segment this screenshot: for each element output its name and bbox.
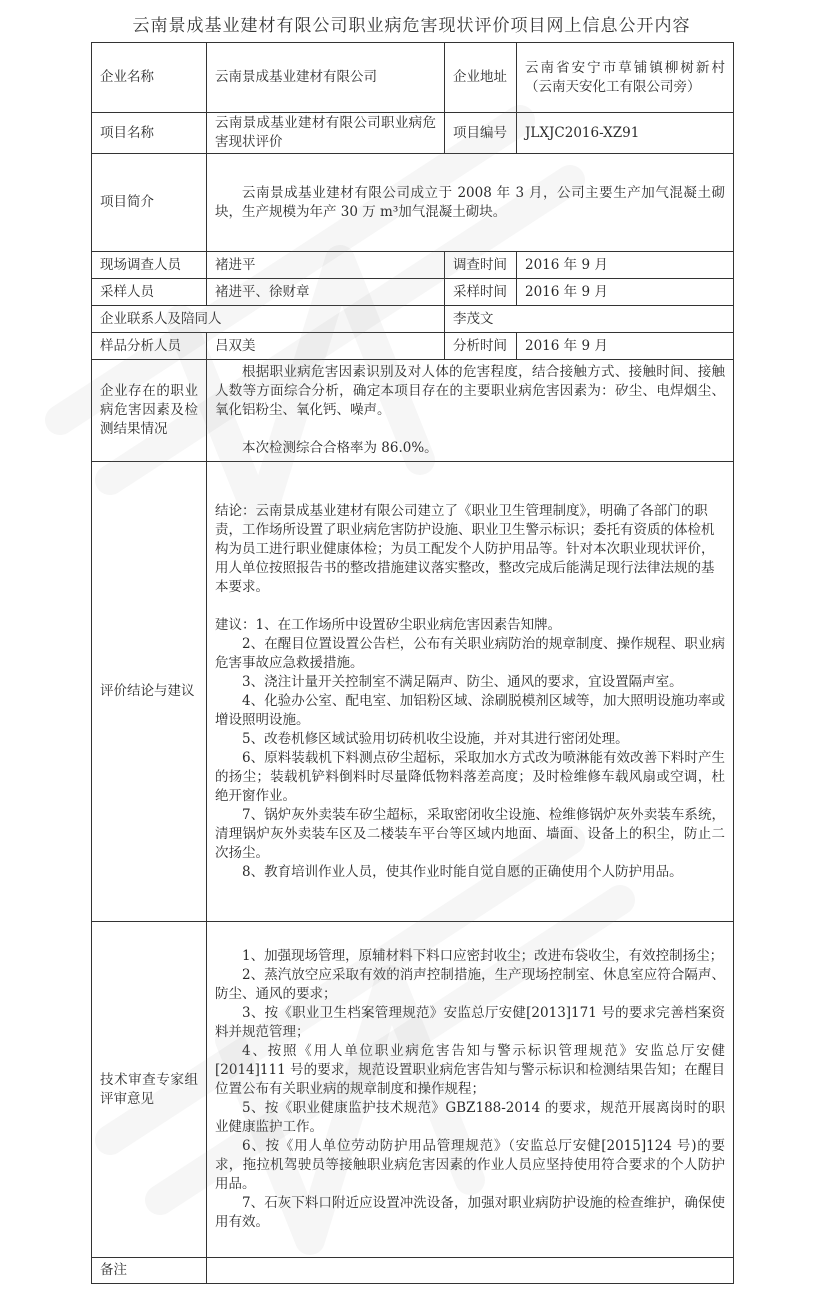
hazards-text: 根据职业病危害因素识别及对人体的危害程度，结合接触方式、接触时间、接触人数等方面综合分析，确定本项目存在的主要职业病危害因素为：矽尘、电焊烟尘、氧化铝粉尘、氧化钙、噪声。 [215,364,725,418]
review-cell [207,922,734,1258]
survey-time-label: 调查时间 [445,252,517,279]
survey-person-label: 现场调查人员 [92,252,207,279]
contact-value: 李茂文 [445,306,734,333]
conclusion-label: 评价结论与建议 [92,462,207,922]
analysis-time-value: 2016 年 9 月 [517,333,734,360]
table-row [92,922,734,1258]
company-address-label: 企业地址 [445,43,517,113]
sampling-person-label: 采样人员 [92,279,207,306]
sampling-time-value: 2016 年 9 月 [517,279,734,306]
sampling-person-value: 褚进平、徐财章 [207,279,445,306]
contact-label: 企业联系人及陪同人 [92,306,445,333]
project-intro-label: 项目简介 [92,154,207,252]
spacer [215,420,725,439]
review-item: 7、石灰下料口附近应设置冲洗设备，加强对职业病防护设施的检查维护，确保使用有效。 [215,1195,725,1230]
project-no-value: JLXJC2016-XZ91 [517,113,734,154]
review-item: 1、加强现场管理，原辅材料下料口应密封收尘；改进布袋收尘，有效控制扬尘； [242,948,724,964]
company-address-value: 云南省安宁市草铺镇柳树新村（云南天安化工有限公司旁） [517,43,734,113]
review-item: 5、按《职业健康监护技术规范》GBZ188-2014 的要求，规范开展离岗时的职业健康监护工作。 [215,1100,725,1135]
survey-person-value: 褚进平 [207,252,445,279]
suggestion-item: 建议：1、在工作场所中设置矽尘职业病危害因素告知牌。 [215,616,562,633]
table-row [92,1258,734,1284]
table-row [92,360,734,462]
table-row [92,252,734,279]
project-intro-cell [207,154,734,252]
conclusion-text: 结论：云南景成基业建材有限公司建立了《职业卫生管理制度》，明确了各部门的职责，工作场所设置了职业病危害防护设施、职业卫生警示标识；委托有资质的体检机构为员工进行职业健康体检；为员工配发个人防护用品等。针对本次职业现状评价，用人单位按照报告书的整改措施建议落实整改，整改完成后能满足现行法律法规的基本要求。 [215,502,715,595]
review-item: 4、按照《用人单位职业病危害告知与警示标识管理规范》安监总厅安健[2014]111 号的要求，规范设置职业病危害告知与警示标识和检测结果告知；在醒目位置公布有关职业病的规章制度和操作规程； [215,1043,725,1097]
project-name-value: 云南景成基业建材有限公司职业病危害现状评价 [207,113,445,154]
project-name-label: 项目名称 [92,113,207,154]
project-no-label: 项目编号 [445,113,517,154]
suggestion-item: 5、改卷机修区域试验用切砖机收尘设施，并对其进行密闭处理。 [242,730,629,747]
table-row [92,279,734,306]
analyst-label: 样品分析人员 [92,333,207,360]
analysis-time-label: 分析时间 [445,333,517,360]
review-label: 技术审查专家组评审意见 [92,922,207,1258]
survey-time-value: 2016 年 9 月 [517,252,734,279]
suggestion-item: 6、原料装载机下料测点矽尘超标，采取加水方式改为喷淋能有效改善下料时产生的扬尘；装载机铲料倒料时尽量降低物料落差高度；及时检维修车载风扇或空调，杜绝开窗作业。 [215,749,725,804]
table-row [92,154,734,252]
table-row [92,333,734,360]
company-name-label: 企业名称 [92,43,207,113]
suggestion-item: 3、浇注计量开关控制室不满足隔声、防尘、通风的要求，宜设置隔声室。 [242,673,683,690]
table-row [92,43,734,113]
analyst-value: 吕双美 [207,333,445,360]
document-title: 云南景成基业建材有限公司职业病危害现状评价项目网上信息公开内容 [132,16,691,36]
suggestion-item: 4、化验办公室、配电室、加铝粉区域、涂刷脱模剂区域等，加大照明设施功率或增设照明设施。 [215,692,725,728]
review-item: 3、按《职业卫生档案管理规范》安监总厅安健[2013]171 号的要求完善档案资料并规范管理； [215,1005,725,1040]
review-item: 2、蒸汽放空应采取有效的消声控制措施，生产现场控制室、休息室应符合隔声、防尘、通风的要求； [215,967,725,1002]
company-name-value: 云南景成基业建材有限公司 [207,43,445,113]
table-row [92,113,734,154]
suggestion-item: 8、教育培训作业人员，使其作业时能自觉自愿的正确使用个人防护用品。 [242,863,683,880]
spacer [215,597,725,616]
hazards-pass-rate: 本次检测综合合格率为 86.0%。 [242,440,438,456]
info-table [91,42,734,1284]
remark-value [207,1258,734,1284]
table-row [92,462,734,922]
suggestion-item: 2、在醒目位置设置公告栏，公布有关职业病防治的规章制度、操作规程、职业病危害事故应急救援措施。 [215,635,725,671]
sampling-time-label: 采样时间 [445,279,517,306]
review-item: 6、按《用人单位劳动防护用品管理规范》（安监总厅安健[2015]124 号)的要求，拖拉机驾驶员等接触职业病危害因素的作业人员应坚持使用符合要求的个人防护用品。 [215,1138,725,1192]
conclusion-cell [207,462,734,922]
suggestion-item: 7、锅炉灰外卖装车矽尘超标，采取密闭收尘设施、检维修锅炉灰外卖装车系统，清理锅炉灰外卖装车区及二楼装车平台等区域内地面、墙面、设备上的积尘，防止二次扬尘。 [215,806,725,861]
hazards-label: 企业存在的职业病危害因素及检测结果情况 [92,360,207,462]
table-row [92,306,734,333]
hazards-cell [207,360,734,462]
remark-label: 备注 [92,1258,207,1284]
project-intro-text: 云南景成基业建材有限公司成立于 2008 年 3 月，公司主要生产加气混凝土砌块，生产规模为年产 30 万 m³加气混凝土砌块。 [215,184,725,220]
